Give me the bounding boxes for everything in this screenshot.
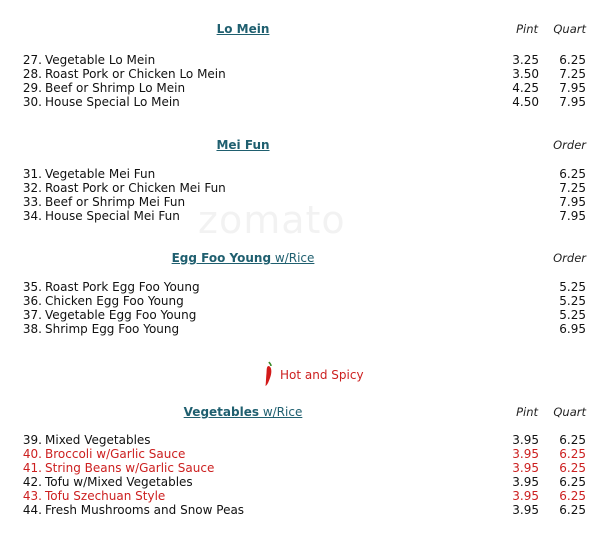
chili-pepper-icon <box>263 361 275 390</box>
item-price-quart: 6.25 <box>559 461 586 475</box>
section-title-main: Mei Fun <box>216 138 270 152</box>
menu-item <box>0 294 600 308</box>
item-price-pint: 3.95 <box>512 447 539 461</box>
section-title-main: Egg Foo Young <box>171 251 272 265</box>
menu-list <box>0 280 600 336</box>
item-name: Roast Pork or Chicken Lo Mein <box>45 67 226 81</box>
item-number: 43. <box>22 489 42 503</box>
item-price-order: 6.25 <box>559 167 586 181</box>
menu-item <box>0 167 600 181</box>
section-egg-foo-young <box>0 251 600 336</box>
item-number: 36. <box>22 294 42 308</box>
item-price-order: 5.25 <box>559 294 586 308</box>
section-header <box>0 22 600 38</box>
section-lo-mein <box>0 22 600 109</box>
menu-list <box>0 53 600 109</box>
section-title <box>0 405 486 419</box>
item-price-pint: 3.95 <box>512 503 539 517</box>
menu-item-spicy <box>0 447 600 461</box>
item-name: Tofu Szechuan Style <box>45 489 166 503</box>
item-number: 35. <box>22 280 42 294</box>
section-title-main: Lo Mein <box>216 22 270 36</box>
column-label-quart: Quart <box>553 405 586 419</box>
section-vegetables <box>0 405 600 517</box>
item-price-quart: 7.25 <box>559 67 586 81</box>
item-name: Vegetable Lo Mein <box>45 53 156 67</box>
item-name: House Special Lo Mein <box>45 95 180 109</box>
item-number: 31. <box>22 167 42 181</box>
item-price-pint: 3.50 <box>512 67 539 81</box>
section-header <box>0 138 600 154</box>
item-price-pint: 3.95 <box>512 433 539 447</box>
menu-item <box>0 503 600 517</box>
item-number: 32. <box>22 181 42 195</box>
section-title-sub: w/Rice <box>259 405 303 419</box>
item-price-pint: 4.50 <box>512 95 539 109</box>
menu-item <box>0 81 600 95</box>
item-price-order: 5.25 <box>559 280 586 294</box>
item-price-pint: 3.25 <box>512 53 539 67</box>
item-name: Mixed Vegetables <box>45 433 151 447</box>
menu-item <box>0 209 600 223</box>
item-price-pint: 3.95 <box>512 489 539 503</box>
item-number: 40. <box>22 447 42 461</box>
item-name: House Special Mei Fun <box>45 209 180 223</box>
item-price-pint: 3.95 <box>512 475 539 489</box>
item-number: 37. <box>22 308 42 322</box>
item-price-order: 7.95 <box>559 209 586 223</box>
item-price-quart: 6.25 <box>559 447 586 461</box>
item-name: Broccoli w/Garlic Sauce <box>45 447 186 461</box>
column-label-pint: Pint <box>516 405 538 419</box>
section-header <box>0 251 600 267</box>
section-title <box>0 22 486 36</box>
menu-list <box>0 433 600 517</box>
item-name: Beef or Shrimp Lo Mein <box>45 81 186 95</box>
item-name: String Beans w/Garlic Sauce <box>45 461 215 475</box>
item-number: 38. <box>22 322 42 336</box>
item-price-quart: 6.25 <box>559 503 586 517</box>
item-name: Roast Pork or Chicken Mei Fun <box>45 181 226 195</box>
item-number: 29. <box>22 81 42 95</box>
menu-list <box>0 167 600 223</box>
item-number: 30. <box>22 95 42 109</box>
zomato-watermark: zomato <box>198 198 346 242</box>
menu-item <box>0 67 600 81</box>
item-price-quart: 7.95 <box>559 81 586 95</box>
item-name: Beef or Shrimp Mei Fun <box>45 195 186 209</box>
item-name: Tofu w/Mixed Vegetables <box>45 475 193 489</box>
item-number: 44. <box>22 503 42 517</box>
item-price-quart: 7.95 <box>559 95 586 109</box>
hot-and-spicy-legend <box>263 362 364 388</box>
section-header <box>0 405 600 421</box>
item-name: Vegetable Mei Fun <box>45 167 156 181</box>
item-price-pint: 3.95 <box>512 461 539 475</box>
hot-and-spicy-label: Hot and Spicy <box>280 368 364 382</box>
item-price-pint: 4.25 <box>512 81 539 95</box>
menu-item <box>0 280 600 294</box>
menu-item <box>0 433 600 447</box>
section-title-main: Vegetables <box>183 405 259 419</box>
menu-item <box>0 181 600 195</box>
menu-item-spicy <box>0 461 600 475</box>
section-title-sub: w/Rice <box>271 251 315 265</box>
item-price-quart: 6.25 <box>559 53 586 67</box>
menu-item <box>0 308 600 322</box>
section-title <box>0 138 486 152</box>
item-name: Chicken Egg Foo Young <box>45 294 184 308</box>
item-number: 41. <box>22 461 42 475</box>
item-price-order: 6.95 <box>559 322 586 336</box>
menu-item <box>0 95 600 109</box>
menu-item-spicy <box>0 489 600 503</box>
menu-item <box>0 53 600 67</box>
column-label-quart: Quart <box>553 22 586 36</box>
item-price-quart: 6.25 <box>559 489 586 503</box>
item-number: 28. <box>22 67 42 81</box>
item-price-order: 5.25 <box>559 308 586 322</box>
item-number: 27. <box>22 53 42 67</box>
item-price-quart: 6.25 <box>559 433 586 447</box>
section-title <box>0 251 486 265</box>
item-name: Vegetable Egg Foo Young <box>45 308 197 322</box>
column-label-order: Order <box>553 138 586 152</box>
item-price-order: 7.25 <box>559 181 586 195</box>
column-label-pint: Pint <box>516 22 538 36</box>
item-name: Roast Pork Egg Foo Young <box>45 280 200 294</box>
item-name: Fresh Mushrooms and Snow Peas <box>45 503 245 517</box>
item-number: 34. <box>22 209 42 223</box>
item-name: Shrimp Egg Foo Young <box>45 322 180 336</box>
menu-item <box>0 475 600 489</box>
item-price-order: 7.95 <box>559 195 586 209</box>
item-number: 39. <box>22 433 42 447</box>
column-label-order: Order <box>553 251 586 265</box>
menu-item <box>0 195 600 209</box>
item-price-quart: 6.25 <box>559 475 586 489</box>
menu-item <box>0 322 600 336</box>
item-number: 42. <box>22 475 42 489</box>
item-number: 33. <box>22 195 42 209</box>
